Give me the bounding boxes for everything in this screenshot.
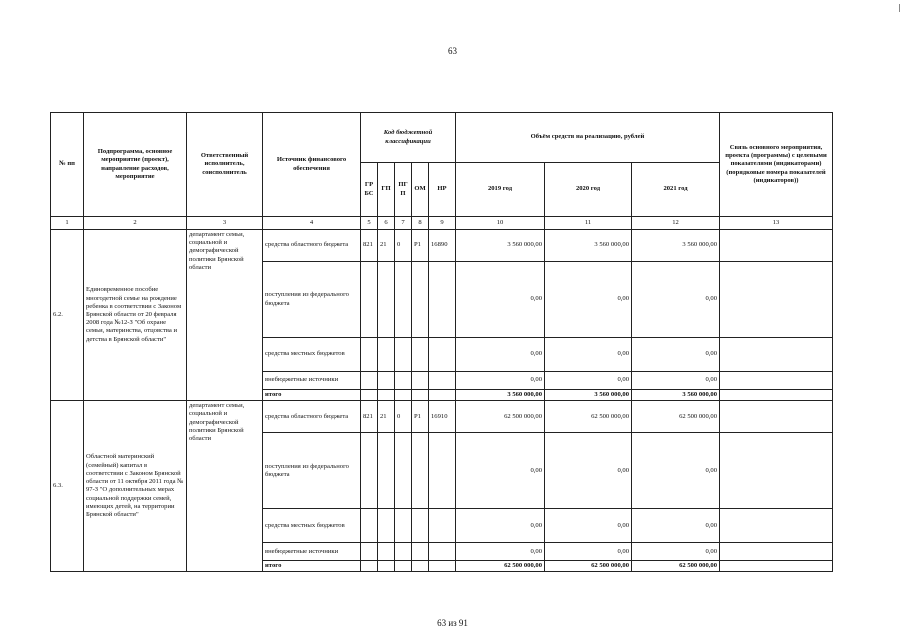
col-number: 11 [545,217,632,230]
amount-2020: 3 560 000,00 [545,230,632,262]
amount-2021: 3 560 000,00 [632,230,720,262]
code-pgp: 0 [395,230,412,262]
amount-2021: 62 500 000,00 [632,561,720,572]
activity-name: Областной материнский (семейный) капитал в соответствии с Законом Брянской области от 11 октября 2011 года № 97-З "О дополнительных мерах социальной поддержки семей, имеющих детей, на территории Брянской области" [84,401,187,572]
page-edge-mark [899,4,900,12]
code-pgp [395,561,412,572]
code-om: P1 [412,230,429,262]
code-grbs [361,433,378,509]
table-body [51,217,833,572]
col-number: 3 [187,217,263,230]
indicator-link [720,230,833,262]
header-om: ОМ [412,163,429,217]
code-pgp [395,433,412,509]
code-gp [378,372,395,390]
indicator-link [720,401,833,433]
code-np: 16910 [429,401,456,433]
code-gp [378,390,395,401]
amount-2021: 0,00 [632,509,720,543]
amount-2020: 62 500 000,00 [545,561,632,572]
col-number: 5 [361,217,378,230]
code-pgp [395,543,412,561]
code-gp: 21 [378,230,395,262]
col-number: 13 [720,217,833,230]
amount-2021: 0,00 [632,262,720,338]
code-grbs [361,338,378,372]
amount-2019: 3 560 000,00 [456,390,545,401]
header-volume: Объём средств на реализацию, рублей [456,113,720,163]
col-number: 1 [51,217,84,230]
amount-2020: 3 560 000,00 [545,390,632,401]
responsible-executor: департамент семьи, социальной и демографической политики Брянской области [187,401,263,572]
code-pgp [395,338,412,372]
funding-source: внебюджетные источники [263,372,361,390]
funding-source: итого [263,561,361,572]
header-np: НР [429,163,456,217]
indicator-link [720,372,833,390]
code-gp: 21 [378,401,395,433]
code-om [412,262,429,338]
header-responsible: Ответственный исполнитель, соисполнитель [187,113,263,217]
code-om [412,390,429,401]
amount-2019: 62 500 000,00 [456,401,545,433]
funding-source: средства местных бюджетов [263,338,361,372]
code-np [429,390,456,401]
table-row [51,401,833,433]
amount-2020: 0,00 [545,372,632,390]
amount-2019: 0,00 [456,509,545,543]
col-number: 8 [412,217,429,230]
code-np: 16890 [429,230,456,262]
code-om [412,543,429,561]
table-row [51,230,833,262]
code-om [412,433,429,509]
amount-2019: 62 500 000,00 [456,561,545,572]
funding-source: поступления из федерального бюджета [263,433,361,509]
indicator-link [720,390,833,401]
code-pgp [395,262,412,338]
indicator-link [720,561,833,572]
indicator-link [720,262,833,338]
header-budget-code: Код бюджетной классификации [361,113,456,163]
code-gp [378,433,395,509]
header-gp: ГП [378,163,395,217]
indicator-link [720,509,833,543]
col-number: 2 [84,217,187,230]
code-gp [378,509,395,543]
funding-source: средства местных бюджетов [263,509,361,543]
funding-source: поступления из федерального бюджета [263,262,361,338]
col-number: 7 [395,217,412,230]
code-pgp [395,390,412,401]
header-no: № пп [51,113,84,217]
code-pgp: 0 [395,401,412,433]
amount-2019: 0,00 [456,372,545,390]
amount-2019: 0,00 [456,433,545,509]
col-number: 12 [632,217,720,230]
budget-table [50,112,833,572]
code-pgp [395,509,412,543]
indicator-link [720,433,833,509]
amount-2020: 0,00 [545,509,632,543]
page-footer: 63 из 91 [437,618,468,628]
code-om [412,338,429,372]
amount-2021: 0,00 [632,372,720,390]
col-number: 10 [456,217,545,230]
header-grbs: ГРБС [361,163,378,217]
header-name: Подпрограмма, основное мероприятие (проект), направление расходов, мероприятие [84,113,187,217]
funding-source: средства областного бюджета [263,401,361,433]
amount-2020: 0,00 [545,543,632,561]
row-number: 6.3. [51,401,84,572]
code-gp [378,543,395,561]
code-np [429,338,456,372]
code-np [429,433,456,509]
header-2019: 2019 год [456,163,545,217]
page-number: 63 [448,46,457,56]
code-om [412,509,429,543]
code-grbs [361,543,378,561]
header-source: Источник финансового обеспечения [263,113,361,217]
code-np [429,372,456,390]
amount-2021: 0,00 [632,543,720,561]
responsible-executor: департамент семьи, социальной и демографической политики Брянской области [187,230,263,401]
funding-source: внебюджетные источники [263,543,361,561]
code-om [412,561,429,572]
code-grbs: 821 [361,401,378,433]
col-number: 9 [429,217,456,230]
code-grbs [361,561,378,572]
code-np [429,509,456,543]
code-om: P1 [412,401,429,433]
code-grbs: 821 [361,230,378,262]
code-om [412,372,429,390]
row-number: 6.2. [51,230,84,401]
header-link: Связь основного мероприятия, проекта (программы) с целевыми показателями (индикаторами) (порядковые номера показателей (индикаторов)) [720,113,833,217]
indicator-link [720,543,833,561]
code-np [429,561,456,572]
code-grbs [361,509,378,543]
table-header [51,113,833,217]
amount-2021: 62 500 000,00 [632,401,720,433]
amount-2020: 62 500 000,00 [545,401,632,433]
code-grbs [361,262,378,338]
code-grbs [361,372,378,390]
amount-2019: 0,00 [456,262,545,338]
amount-2021: 3 560 000,00 [632,390,720,401]
activity-name: Единовременное пособие многодетной семье на рождение ребенка в соответствии с Законом Брянской области от 20 февраля 2008 года №12-З "Об охране семьи, материнства, отцовства и детства в Брянской области" [84,230,187,401]
funding-source: итого [263,390,361,401]
amount-2021: 0,00 [632,338,720,372]
code-pgp [395,372,412,390]
amount-2020: 0,00 [545,433,632,509]
code-np [429,262,456,338]
col-number: 4 [263,217,361,230]
code-gp [378,262,395,338]
amount-2021: 0,00 [632,433,720,509]
amount-2020: 0,00 [545,262,632,338]
column-number-row [51,217,833,230]
code-gp [378,338,395,372]
header-pgp: ПГП [395,163,412,217]
amount-2019: 0,00 [456,338,545,372]
code-gp [378,561,395,572]
code-grbs [361,390,378,401]
header-2020: 2020 год [545,163,632,217]
amount-2019: 3 560 000,00 [456,230,545,262]
amount-2019: 0,00 [456,543,545,561]
col-number: 6 [378,217,395,230]
header-2021: 2021 год [632,163,720,217]
indicator-link [720,338,833,372]
code-np [429,543,456,561]
funding-source: средства областного бюджета [263,230,361,262]
amount-2020: 0,00 [545,338,632,372]
